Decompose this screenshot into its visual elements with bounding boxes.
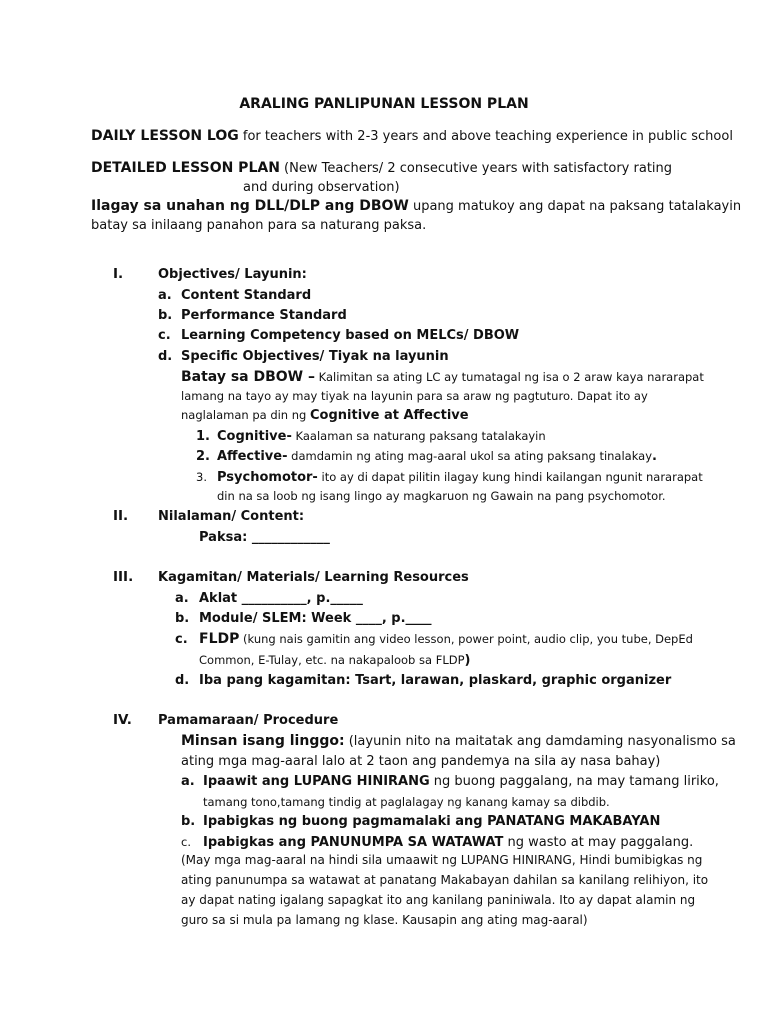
section-1-heading: Objectives/ Layunin: xyxy=(158,267,307,282)
s3-a-text: Aklat __________, p._____ xyxy=(199,591,363,606)
dbow-text-2: batay sa inilaang panahon para sa naturang paksa. xyxy=(91,218,427,233)
minsan-text-2: ating mga mag-aaral lalo at 2 taon ang pandemya na sila ay nasa bahay) xyxy=(181,754,661,769)
note-line-2: ating panunumpa sa watawat at panatang Makabayan dahilan sa kanilang relihiyon, ito xyxy=(181,873,709,887)
batay-text-2: lamang na tayo ay may tiyak na layunin para sa araw ng pagtuturo. Dapat ito ay xyxy=(181,389,648,403)
objective-2-line xyxy=(217,448,657,465)
s4-c-label: Ipabigkas ang PANUNUMPA SA WATAWAT xyxy=(203,835,504,850)
s3-c-line-2 xyxy=(199,652,470,669)
section-2-number: II. xyxy=(113,508,129,524)
note-line-4: guro sa si mula pa lamang ng klase. Kausapin ang ating mag-aaral) xyxy=(181,913,588,927)
s1-a-text: Content Standard xyxy=(181,288,312,303)
s1-c-marker: c. xyxy=(158,328,171,343)
batay-label: Batay sa DBOW – xyxy=(181,369,315,385)
s4-c-marker: c. xyxy=(181,835,191,849)
s4-b-text: Ipabigkas ng buong pagmamalaki ang PANATANG MAKABAYAN xyxy=(203,814,661,829)
objective-1-label: Cognitive- xyxy=(217,429,292,444)
section-4-heading: Pamamaraan/ Procedure xyxy=(158,713,339,728)
dlp-text-2: and during observation) xyxy=(243,180,400,195)
s4-a-text: ng buong paggalang, na may tamang liriko, xyxy=(429,774,719,789)
s3-d-text: Iba pang kagamitan: Tsart, larawan, plaskard, graphic organizer xyxy=(199,673,672,688)
minsan-line xyxy=(181,733,736,750)
objective-2-number: 2. xyxy=(196,449,210,464)
dll-label: DAILY LESSON LOG xyxy=(91,128,239,144)
objective-1-text: Kaalaman sa naturang paksang tatalakayin xyxy=(291,429,546,443)
s1-b-text: Performance Standard xyxy=(181,308,347,323)
s4-a-text-2: tamang tono,tamang tindig at paglalagay ng kanang kamay sa dibdib. xyxy=(203,795,610,809)
dlp-label: DETAILED LESSON PLAN xyxy=(91,160,280,176)
section-1-number: I. xyxy=(113,266,124,282)
s3-a-marker: a. xyxy=(175,591,189,606)
objective-3-label: Psychomotor- xyxy=(217,470,318,485)
batay-text: Kalimitan sa ating LC ay tumatagal ng isa o 2 araw kaya nararapat xyxy=(315,370,704,384)
fldp-text: (kung nais gamitin ang video lesson, power point, audio clip, you tube, DepEd xyxy=(239,632,693,646)
note-line-3: ay dapat nating igalang sapagkat ito ang kanilang paniniwala. Ito ay dapat alamin ng xyxy=(181,893,696,907)
section-3-heading: Kagamitan/ Materials/ Learning Resources xyxy=(158,570,469,585)
minsan-text: (layunin nito na maitatak ang damdaming nasyonalismo sa xyxy=(344,734,736,749)
dll-text: for teachers with 2-3 years and above teaching experience in public school xyxy=(238,129,733,144)
objective-3-number: 3. xyxy=(196,470,207,484)
objective-3-line xyxy=(217,469,703,486)
s3-d-marker: d. xyxy=(175,673,190,688)
fldp-label: FLDP xyxy=(199,631,240,647)
dbow-text: upang matukoy ang dapat na paksang tatalakayin xyxy=(408,199,742,214)
s1-b-marker: b. xyxy=(158,308,173,323)
s1-c-text: Learning Competency based on MELCs/ DBOW xyxy=(181,328,520,343)
s3-c-marker: c. xyxy=(175,632,188,647)
note-line-1: (May mga mag-aaral na hindi sila umaawit ng LUPANG HINIRANG, Hindi bumibigkas ng xyxy=(181,853,703,867)
dbow-label: Ilagay sa unahan ng DLL/DLP ang DBOW xyxy=(91,198,409,214)
section-4-number: IV. xyxy=(113,712,132,728)
objective-2-end: . xyxy=(652,449,657,464)
objective-3-text: ito ay di dapat pilitin ilagay kung hindi kailangan ngunit nararapat xyxy=(317,470,703,484)
objective-1-line xyxy=(217,428,546,445)
cognitive-affective-label: Cognitive at Affective xyxy=(310,408,469,423)
objective-2-label: Affective- xyxy=(217,449,288,464)
minsan-label: Minsan isang linggo: xyxy=(181,733,345,749)
s4-a-marker: a. xyxy=(181,774,195,789)
fldp-text-2-end: ) xyxy=(464,653,471,668)
s4-b-marker: b. xyxy=(181,814,196,829)
batay-line-3 xyxy=(181,407,469,424)
s1-d-marker: d. xyxy=(158,349,173,364)
dlp-text: (New Teachers/ 2 consecutive years with satisfactory rating xyxy=(279,161,673,176)
batay-line xyxy=(181,369,704,386)
s4-c-line xyxy=(203,834,693,851)
s1-d-text: Specific Objectives/ Tiyak na layunin xyxy=(181,349,449,364)
paksa-field: Paksa: ____________ xyxy=(199,530,330,545)
s4-a-line xyxy=(203,773,719,790)
objective-3-text-2: din na sa loob ng isang lingo ay magkaruon ng Gawain na pang psychomotor. xyxy=(217,489,666,503)
objective-1-number: 1. xyxy=(196,429,210,444)
section-2-heading: Nilalaman/ Content: xyxy=(158,509,305,524)
objective-2-text: damdamin ng ating mag-aaral ukol sa ating paksang tinalakay xyxy=(287,449,653,463)
s1-a-marker: a. xyxy=(158,288,172,303)
s3-b-marker: b. xyxy=(175,611,190,626)
s4-c-text: ng wasto at may paggalang. xyxy=(503,835,694,850)
fldp-text-2: Common, E-Tulay, etc. na nakapaloob sa FLDP xyxy=(199,653,465,667)
dlp-line xyxy=(91,160,672,177)
dbow-line xyxy=(91,198,741,215)
page-title: ARALING PANLIPUNAN LESSON PLAN xyxy=(239,96,529,112)
section-3-number: III. xyxy=(113,569,134,585)
s3-c-line xyxy=(199,631,693,648)
batay-text-3: naglalaman pa din ng xyxy=(181,408,310,422)
dll-line xyxy=(91,128,733,145)
s4-a-label: Ipaawit ang LUPANG HINIRANG xyxy=(203,774,430,789)
s3-b-text: Module/ SLEM: Week ____, p.____ xyxy=(199,611,432,626)
